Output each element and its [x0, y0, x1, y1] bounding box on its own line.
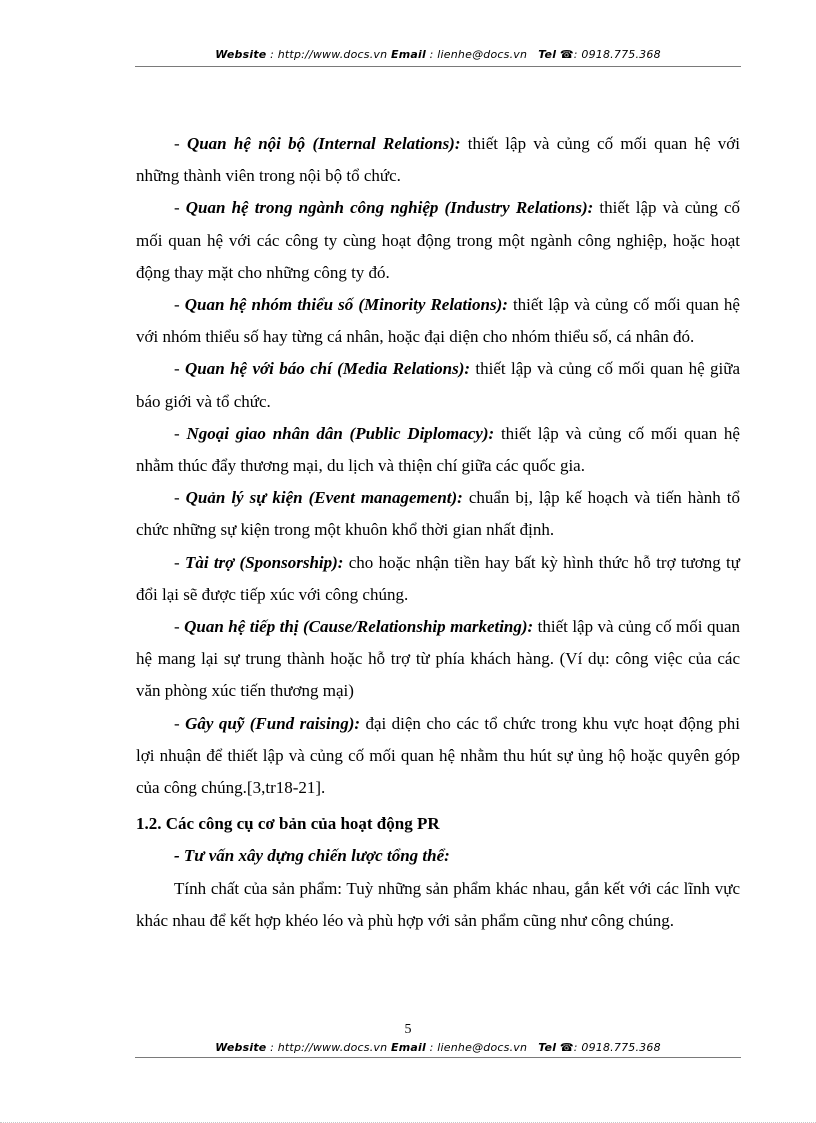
tel-label: Tel [538, 48, 557, 61]
section-heading: 1.2. Các công cụ cơ bản của hoạt động PR [136, 814, 440, 834]
email-sep: : [425, 48, 438, 61]
website-url[interactable]: http://www.docs.vn [277, 48, 388, 61]
page-footer [135, 1041, 741, 1054]
bullet-dash: - [174, 617, 185, 637]
term: Quan hệ trong ngành công nghiệp (Industry Relations): [185, 198, 594, 218]
footer-rule [135, 1057, 741, 1058]
bullet-dash: - [174, 295, 185, 315]
definition: thiết lập và củng cố mối quan hệ nhằm thúc đẩy thương mại, du lịch và thiện chí giữa các quốc gia. [136, 423, 740, 476]
website-sep: : [266, 1041, 278, 1054]
tel-value: : 0918.775.368 [573, 48, 661, 61]
paragraph [136, 482, 740, 546]
paragraph [136, 289, 740, 353]
definition: thiết lập và củng cố mối quan hệ với nhóm thiểu số hay từng cá nhân, hoặc đại diện cho nhóm thiểu số, cá nhân đó. [136, 295, 740, 347]
bullet-dash: - [174, 713, 186, 733]
phone-icon: ☎ [559, 1041, 574, 1054]
bullet-dash: - [174, 552, 185, 572]
term: Quan hệ với báo chí (Media Relations): [185, 359, 471, 379]
website-sep: : [266, 48, 278, 61]
bullet-dash: - [174, 423, 187, 443]
paragraph [136, 192, 740, 289]
page-header [135, 48, 741, 61]
document-body [136, 128, 740, 937]
tel-value: : 0918.775.368 [573, 1041, 661, 1054]
paragraph [136, 418, 740, 482]
term: Quan hệ nhóm thiểu số (Minority Relations): [184, 295, 508, 315]
email-value[interactable]: lienhe@docs.vn [437, 1041, 528, 1054]
final-paragraph: Tính chất của sản phẩm: Tuỳ những sản phẩm khác nhau, gắn kết với các lĩnh vực khác nhau để kết hợp khéo léo và phù hợp với sản phẩm cũng như công chúng. [136, 878, 740, 930]
phone-icon: ☎ [559, 48, 574, 61]
definition: chuẩn bị, lập kế hoạch và tiến hành tổ chức những sự kiện trong một khuôn khổ thời gian nhất định. [136, 488, 740, 540]
email-label: Email [391, 48, 426, 61]
email-value[interactable]: lienhe@docs.vn [437, 48, 528, 61]
term: Quan hệ nội bộ (Internal Relations): [186, 134, 461, 153]
definition: thiết lập và củng cố mối quan hệ với những thành viên trong nội bộ tổ chức. [136, 134, 740, 186]
definition: thiết lập và củng cố mối quan hệ giữa báo giới và tổ chức. [136, 359, 740, 411]
bullet-dash: - [174, 488, 186, 508]
email-sep: : [425, 1041, 438, 1054]
term: Quan hệ tiếp thị (Cause/Relationship marketing): [184, 617, 534, 637]
website-label: Website [215, 1041, 267, 1054]
paragraph [136, 611, 740, 708]
term: Tài trợ (Sponsorship): [184, 552, 344, 572]
definition: cho hoặc nhận tiền hay bất kỳ hình thức hỗ trợ tương tự đổi lại sẽ được tiếp xúc với công chúng. [136, 552, 740, 604]
paragraph [136, 128, 740, 192]
website-url[interactable]: http://www.docs.vn [277, 1041, 388, 1054]
term: Gây quỹ (Fund raising): [185, 713, 361, 733]
tel-label: Tel [538, 1041, 557, 1054]
website-label: Website [215, 48, 267, 61]
email-label: Email [391, 1041, 426, 1054]
paragraph [136, 353, 740, 417]
header-rule [135, 66, 741, 67]
paragraph [136, 708, 740, 805]
definition: thiết lập và củng cố mối quan hệ với các công ty cùng hoạt động trong một ngành công nghiệp, hoặc hoạt động thay mặt cho những công ty đó. [136, 198, 740, 282]
paragraph [136, 547, 740, 611]
term: Ngoại giao nhân dân (Public Diplomacy): [186, 423, 495, 443]
definition: thiết lập và củng cố mối quan hệ mang lại sự trung thành hoặc hỗ trợ từ phía khách hàng. (Ví dụ: công việc của các văn phòng xúc tiến thương mại) [136, 617, 740, 701]
bullet-dash: - [174, 359, 186, 379]
definition: đại diện cho các tổ chức trong khu vực hoạt động phi lợi nhuận để thiết lập và củng cố mối quan hệ nhằm thu hút sự ủng hộ hoặc quyên góp của công chúng.[3,tr18-21]. [136, 713, 740, 798]
subheading: - Tư vấn xây dựng chiến lược tổng thể: [174, 846, 450, 866]
term: Quản lý sự kiện (Event management): [185, 488, 463, 508]
page-number: 5 [404, 1022, 412, 1037]
bullet-dash: - [174, 134, 187, 153]
bullet-dash: - [174, 198, 186, 218]
